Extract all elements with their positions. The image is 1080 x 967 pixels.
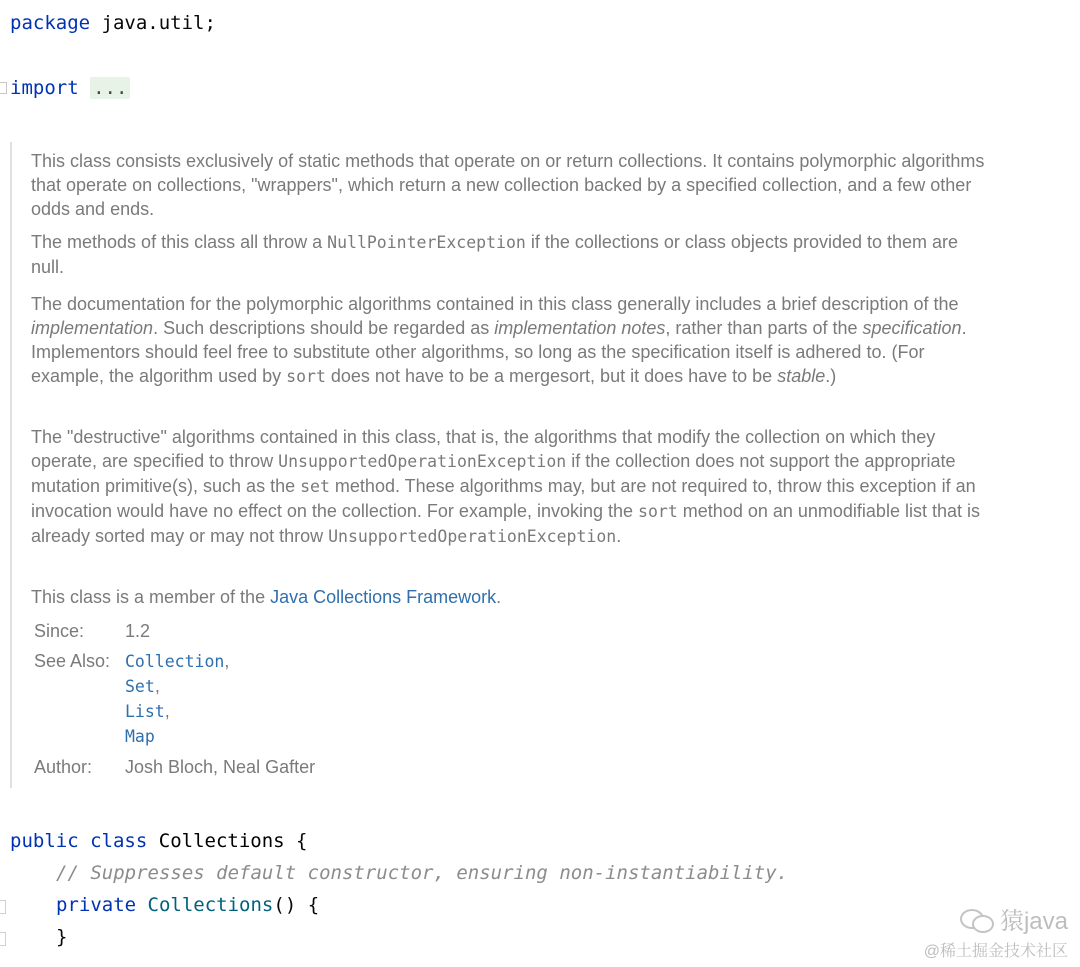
import-keyword: import [10,77,79,99]
import-statement[interactable] [10,77,130,99]
inline-code: sort [638,502,678,521]
see-also-label: See Also: [34,651,111,671]
public-keyword: public [10,830,79,852]
package-keyword: package [10,12,91,34]
package-declaration [10,12,216,34]
since-label: Since: [34,621,85,641]
collections-framework-link[interactable]: Java Collections Framework [270,587,497,607]
constructor-declaration: private Collections() { [56,894,320,916]
javadoc-block [10,142,1070,788]
see-also-list: Collection, Set, List, Map [125,651,230,746]
doc-paragraph-4: The "destructive" algorithms contained in this class, that is, the algorithms that modify the collection on which they operate, are specified to throw UnsupportedOperationException if the collection does not support the appropriate mutation primitive(s), such as the set method. These algorithms may, but are not required to, throw this exception if an invocation would have no effect on the collection. For example, invoking the sort method on an unmodifiable list that is already sorted may or may not throw UnsupportedOperationException. [31,427,980,546]
watermark [924,901,1068,961]
class-declaration: public class Collections { [10,830,308,852]
package-name: java.util; [101,12,216,34]
see-also-link-collection[interactable]: Collection [125,652,225,671]
inline-code: NullPointerException [327,233,526,252]
inline-code: UnsupportedOperationException [278,452,567,471]
private-keyword: private [56,894,137,916]
class-name: Collections [158,830,285,852]
folded-imports[interactable]: ... [90,77,130,99]
author-label: Author: [34,757,93,777]
inline-code: UnsupportedOperationException [328,527,617,546]
doc-paragraph-5: This class is a member of the Java Collections Framework. [31,587,502,607]
code-comment: // Suppresses default constructor, ensuring non-instantiability. [56,862,789,884]
inline-code: sort [286,367,326,386]
see-also-link-map[interactable]: Map [125,727,155,746]
fold-toggle-icon[interactable] [0,82,7,94]
wechat-icon [960,907,994,931]
see-also-link-list[interactable]: List [125,702,165,721]
fold-bracket-icon[interactable] [0,900,6,914]
constructor-name: Collections [147,894,274,916]
doc-paragraph-3: The documentation for the polymorphic algorithms contained in this class generally includes a brief description of the implementation. Such descriptions should be regarded as implementation notes, rather than parts of the specification. Implementors should feel free to substitute other algorithms, so long as the specification itself is adhered to. (For example, the algorithm used by sort does not have to be a mergesort, but it does have to be stable.) [31,294,967,386]
author-value: Josh Bloch, Neal Gafter [125,757,316,777]
doc-paragraph-1: This class consists exclusively of static methods that operate on or return collections. It contains polymorphic algorithms that operate on collections, "wrappers", which return a new collection backed by a specified collection, and a few other odds and ends. [31,151,985,219]
class-keyword: class [90,830,148,852]
watermark-site: @稀土掘金技术社区 [923,943,1068,960]
closing-brace: } [56,926,68,948]
doc-paragraph-2: The methods of this class all throw a NullPointerException if the collections or class objects provided to them are null. [31,232,959,277]
since-value: 1.2 [125,621,151,641]
inline-code: set [300,477,330,496]
see-also-link-set[interactable]: Set [125,677,155,696]
fold-bracket-icon[interactable] [0,932,6,946]
watermark-brand: 猿java [999,908,1068,935]
